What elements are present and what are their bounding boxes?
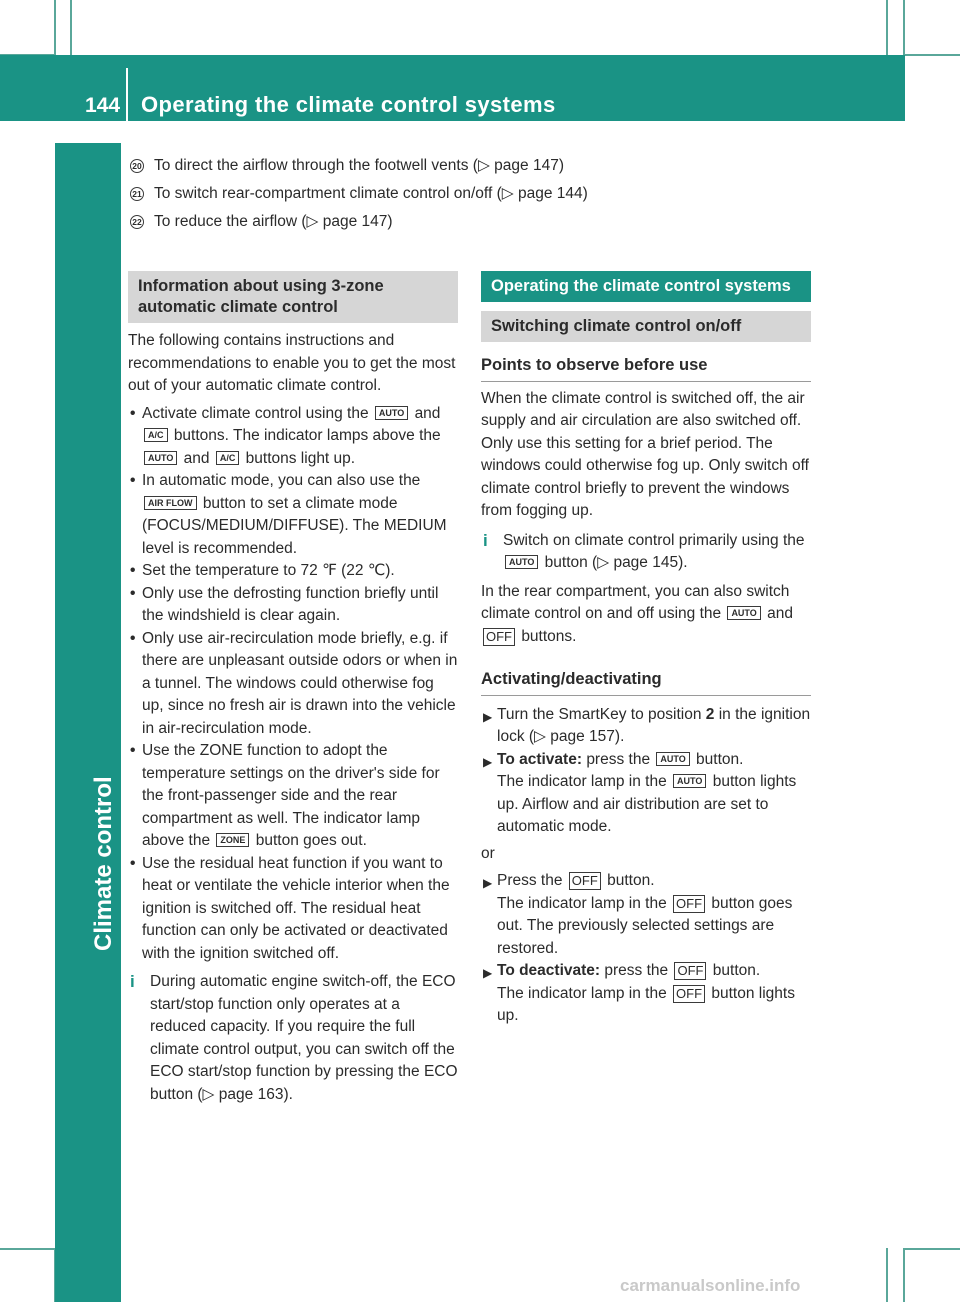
step-arrow-icon: ▶	[483, 754, 493, 769]
crop-mark	[886, 0, 888, 55]
rear-paragraph: In the rear compartment, you can also switch climate control on and off using the AUTO and OFF buttons.	[481, 582, 793, 645]
step-arrow-icon: ▶	[483, 709, 493, 724]
step-item	[481, 749, 811, 839]
airflow-key-icon: AIR FLOW	[144, 496, 197, 510]
info-icon: i	[130, 972, 135, 991]
crop-mark	[70, 0, 72, 55]
callout-number-badge: 20	[130, 159, 144, 173]
auto-key-icon: AUTO	[727, 606, 760, 620]
off-key-icon: OFF	[673, 895, 705, 913]
list-item-text: Only use the defrosting function briefly until the windshield is clear again.	[142, 584, 439, 624]
off-key-icon: OFF	[674, 962, 706, 980]
left-column	[128, 271, 458, 1106]
bullet-icon: •	[130, 854, 136, 872]
bullet-icon: •	[130, 472, 136, 489]
callout-item	[130, 155, 830, 177]
step-text: To deactivate: press the OFF button. The indicator lamp in the OFF button lights up.	[497, 962, 795, 1024]
bullet-icon: •	[130, 404, 136, 422]
list-item	[128, 583, 458, 628]
info-icon: i	[483, 530, 488, 550]
ac-key-icon: A/C	[144, 428, 168, 442]
list-item-text: Set the temperature to 72 ℉ (22 ℃).	[142, 562, 395, 579]
crop-mark	[905, 1248, 960, 1250]
step-arrow-icon: ▶	[483, 966, 493, 980]
crop-mark	[886, 1248, 888, 1302]
auto-key-icon: AUTO	[375, 406, 408, 420]
off-key-icon: OFF	[673, 985, 705, 1003]
list-item-text: Use the residual heat function if you want to heat or ventilate the vehicle interior when the ignition is switched off. The residual heat function can only be activated or deactivated with the ignition switched off.	[142, 854, 450, 962]
step-arrow-icon: ▶	[483, 876, 493, 890]
crop-mark	[903, 0, 905, 55]
callout-item	[130, 183, 830, 205]
callout-text: To switch rear-compartment climate control on/off (▷ page 144)	[154, 185, 588, 202]
list-item	[128, 853, 458, 966]
info-note-text: During automatic engine switch-off, the ECO start/stop function only operates at a reduced capacity. If you require the full climate control output, you can switch off the ECO start/stop function by pressing the ECO button (▷ page 163).	[150, 973, 458, 1103]
side-tab-label: Climate control	[90, 776, 117, 951]
list-item	[128, 628, 458, 741]
points-heading: Points to observe before use	[481, 348, 811, 382]
or-text: or	[481, 844, 495, 862]
intro-paragraph: The following contains instructions and recommendations to enable you to get the most out of your automatic climate control.	[128, 332, 456, 394]
auto-key-icon: AUTO	[505, 555, 538, 569]
page-number: 144	[85, 94, 121, 117]
subsection-heading: Switching climate control on/off	[481, 311, 811, 342]
right-column	[481, 271, 811, 1028]
crop-mark	[0, 1248, 55, 1250]
bullet-icon: •	[130, 742, 136, 759]
crop-mark	[905, 54, 960, 56]
info-note	[481, 530, 811, 575]
watermark: carmanualsonline.info	[620, 1276, 801, 1295]
step-text: Press the OFF button. The indicator lamp in the OFF button goes out. The previously selected settings are restored.	[497, 872, 793, 957]
crop-mark	[54, 0, 56, 55]
activating-heading: Activating/deactivating	[481, 662, 811, 696]
callout-text: To reduce the airflow (▷ page 147)	[154, 213, 393, 230]
page-title: Operating the climate control systems	[141, 92, 556, 117]
ac-key-icon: A/C	[216, 451, 240, 465]
callout-item	[130, 211, 830, 233]
step-text: Turn the SmartKey to position 2 in the ignition lock (▷ page 157).	[497, 705, 811, 745]
auto-key-icon: AUTO	[144, 451, 177, 465]
off-key-icon: OFF	[483, 628, 515, 646]
bullet-icon: •	[130, 584, 136, 602]
list-item	[128, 470, 458, 560]
list-item-text: Activate climate control using the AUTO and A/C buttons. The indicator lamps above the AUTO and A/C buttons light up.	[142, 404, 441, 467]
list-item	[128, 740, 458, 853]
auto-key-icon: AUTO	[673, 774, 706, 788]
points-paragraph: When the climate control is switched off, the air supply and air circulation are also switched off. Only use this setting for a brief period. The windows could otherwise fog up. Only switch off climate control briefly to prevent the windows from fogging up.	[481, 389, 809, 519]
side-tab	[84, 657, 120, 957]
list-item	[128, 403, 458, 471]
callout-number-badge: 22	[130, 215, 144, 229]
zone-key-icon: ZONE	[216, 833, 249, 847]
list-item-text: In automatic mode, you can also use the AIR FLOW button to set a climate mode (FOCUS/MEDIUM/DIFFUSE). The MEDIUM level is recommended.	[142, 472, 447, 557]
list-item	[128, 560, 458, 583]
callout-text: To direct the airflow through the footwell vents (▷ page 147)	[154, 157, 564, 174]
step-item	[481, 704, 811, 749]
callout-number-badge: 21	[130, 187, 144, 201]
crop-mark	[903, 1248, 905, 1302]
info-note	[128, 971, 458, 1106]
list-item-text: Only use air-recirculation mode briefly, e.g. if there are unpleasant outside odors or when in a tunnel. The windows could otherwise fog up, since no fresh air is drawn into the vehicle in air-recirculation mode.	[142, 629, 458, 737]
step-text: To activate: press the AUTO button. The indicator lamp in the AUTO button lights up. Airflow and air distribution are set to automatic mode.	[497, 750, 797, 835]
off-key-icon: OFF	[569, 872, 601, 890]
step-item	[481, 870, 811, 960]
bullet-icon: •	[130, 629, 136, 647]
auto-key-icon: AUTO	[656, 752, 689, 766]
callout-list	[130, 155, 830, 239]
list-item-text: Use the ZONE function to adopt the temperature settings on the driver's side for the front-passenger side and the rear compartment as well. The indicator lamp above the ZONE button goes out.	[142, 742, 440, 849]
header-divider	[126, 68, 128, 121]
section-heading-operating: Operating the climate control systems	[481, 271, 811, 302]
step-item	[481, 960, 811, 1028]
bullet-icon: •	[130, 562, 136, 579]
info-note-text: Switch on climate control primarily using the AUTO button (▷ page 145).	[503, 531, 805, 571]
section-heading-info: Information about using 3-zone automatic climate control	[128, 271, 458, 323]
